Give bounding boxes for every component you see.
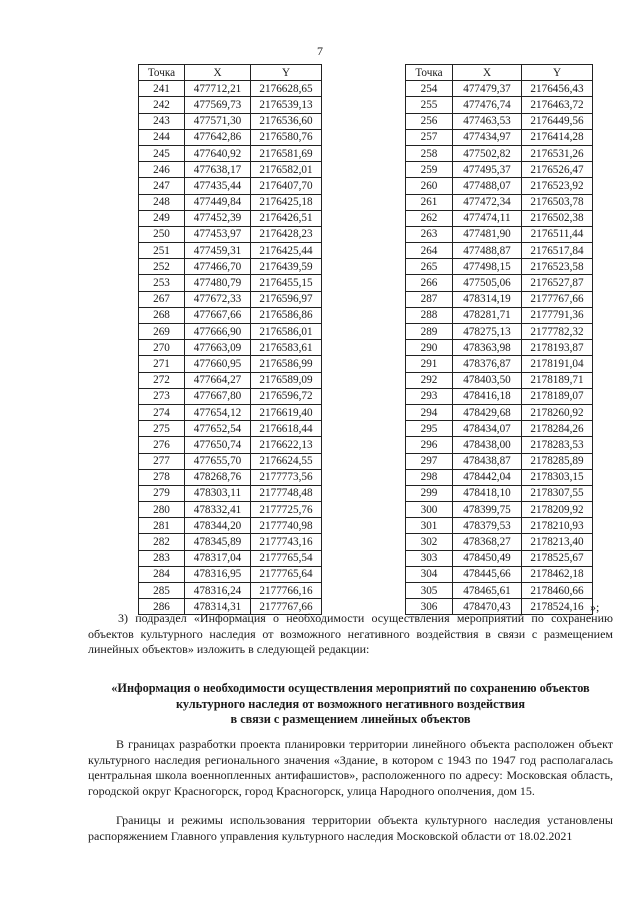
coordinates-table-right — [405, 64, 593, 615]
cell-point: 259 — [406, 162, 453, 178]
cell-y: 2178209,92 — [522, 502, 593, 518]
cell-point: 306 — [406, 599, 453, 615]
table-row — [139, 81, 322, 97]
cell-y: 2176502,38 — [522, 210, 593, 226]
cell-y: 2176439,59 — [251, 259, 322, 275]
cell-point: 293 — [406, 388, 453, 404]
cell-y: 2178460,66 — [522, 583, 593, 599]
cell-x: 477474,11 — [453, 210, 522, 226]
table-row — [406, 534, 593, 550]
cell-y: 2176628,65 — [251, 81, 322, 97]
cell-point: 246 — [139, 162, 185, 178]
cell-x: 478344,20 — [185, 518, 251, 534]
cell-point: 277 — [139, 453, 185, 469]
cell-y: 2178524,16 — [522, 599, 593, 615]
cell-x: 477712,21 — [185, 81, 251, 97]
cell-x: 477652,54 — [185, 421, 251, 437]
cell-point: 265 — [406, 259, 453, 275]
cell-point: 290 — [406, 340, 453, 356]
cell-y: 2178193,87 — [522, 340, 593, 356]
cell-y: 2177767,66 — [251, 599, 322, 615]
cell-x: 478303,11 — [185, 485, 251, 501]
cell-x: 478450,49 — [453, 550, 522, 566]
table-row — [406, 502, 593, 518]
cell-y: 2176526,47 — [522, 162, 593, 178]
cell-point: 253 — [139, 275, 185, 291]
cell-x: 477650,74 — [185, 437, 251, 453]
table-row — [406, 81, 593, 97]
table-row — [139, 404, 322, 420]
cell-point: 248 — [139, 194, 185, 210]
cell-y: 2177766,16 — [251, 583, 322, 599]
table-row — [406, 162, 593, 178]
cell-y: 2176583,61 — [251, 340, 322, 356]
cell-x: 477664,27 — [185, 372, 251, 388]
cell-x: 478470,43 — [453, 599, 522, 615]
cell-y: 2176539,13 — [251, 97, 322, 113]
table-body-left — [139, 81, 322, 615]
cell-y: 2176414,28 — [522, 129, 593, 145]
cell-point: 304 — [406, 566, 453, 582]
table-row — [406, 129, 593, 145]
table-row — [406, 145, 593, 161]
cell-y: 2177767,66 — [522, 291, 593, 307]
cell-point: 256 — [406, 113, 453, 129]
table-row — [406, 485, 593, 501]
cell-point: 285 — [139, 583, 185, 599]
table-row — [406, 340, 593, 356]
table-row — [406, 421, 593, 437]
cell-x: 478445,66 — [453, 566, 522, 582]
cell-y: 2176425,18 — [251, 194, 322, 210]
cell-y: 2178285,89 — [522, 453, 593, 469]
cell-y: 2176586,86 — [251, 307, 322, 323]
cell-y: 2177773,56 — [251, 469, 322, 485]
cell-point: 275 — [139, 421, 185, 437]
cell-y: 2176511,44 — [522, 226, 593, 242]
cell-point: 241 — [139, 81, 185, 97]
table-row — [406, 243, 593, 259]
cell-y: 2176624,55 — [251, 453, 322, 469]
cell-point: 268 — [139, 307, 185, 323]
table-row — [406, 566, 593, 582]
cell-point: 269 — [139, 324, 185, 340]
table-row — [139, 421, 322, 437]
cell-y: 2176455,15 — [251, 275, 322, 291]
cell-point: 274 — [139, 404, 185, 420]
table-row — [406, 307, 593, 323]
section-heading-line: в связи с размещением линейных объектов — [230, 712, 471, 726]
table-row — [139, 469, 322, 485]
section-heading — [78, 681, 623, 728]
cell-x: 477459,31 — [185, 243, 251, 259]
cell-x: 477453,97 — [185, 226, 251, 242]
cell-point: 294 — [406, 404, 453, 420]
cell-x: 478281,71 — [453, 307, 522, 323]
cell-point: 255 — [406, 97, 453, 113]
cell-y: 2176523,58 — [522, 259, 593, 275]
cell-y: 2176618,44 — [251, 421, 322, 437]
cell-point: 280 — [139, 502, 185, 518]
cell-x: 478368,27 — [453, 534, 522, 550]
cell-point: 287 — [406, 291, 453, 307]
body-paragraph-2: Границы и режимы использования территории объекта культурного наследия установлены распоряжением Главного управления культурного наследия Московской области от 18.02.2021 — [88, 813, 613, 843]
column-header-point: Точка — [406, 65, 453, 81]
cell-point: 298 — [406, 469, 453, 485]
cell-point: 302 — [406, 534, 453, 550]
cell-point: 260 — [406, 178, 453, 194]
cell-y: 2176463,72 — [522, 97, 593, 113]
table-row — [406, 404, 593, 420]
cell-point: 300 — [406, 502, 453, 518]
cell-point: 245 — [139, 145, 185, 161]
cell-x: 477666,90 — [185, 324, 251, 340]
table-header-row — [406, 65, 593, 81]
cell-point: 272 — [139, 372, 185, 388]
cell-x: 477569,73 — [185, 97, 251, 113]
cell-point: 266 — [406, 275, 453, 291]
cell-y: 2176596,72 — [251, 388, 322, 404]
table-row — [406, 275, 593, 291]
cell-y: 2177765,54 — [251, 550, 322, 566]
cell-point: 292 — [406, 372, 453, 388]
cell-x: 477505,06 — [453, 275, 522, 291]
cell-point: 276 — [139, 437, 185, 453]
cell-x: 477672,33 — [185, 291, 251, 307]
table-row — [139, 291, 322, 307]
table-row — [139, 210, 322, 226]
cell-x: 477488,87 — [453, 243, 522, 259]
column-header-x: X — [453, 65, 522, 81]
cell-x: 477502,82 — [453, 145, 522, 161]
table-row — [406, 550, 593, 566]
cell-point: 283 — [139, 550, 185, 566]
table-row — [139, 178, 322, 194]
table-row — [406, 97, 593, 113]
table-row — [139, 226, 322, 242]
cell-x: 477435,44 — [185, 178, 251, 194]
cell-y: 2176456,43 — [522, 81, 593, 97]
cell-x: 478314,31 — [185, 599, 251, 615]
cell-y: 2176580,76 — [251, 129, 322, 145]
column-header-y: Y — [251, 65, 322, 81]
table-row — [406, 194, 593, 210]
cell-point: 258 — [406, 145, 453, 161]
table-row — [406, 178, 593, 194]
cell-x: 477472,34 — [453, 194, 522, 210]
cell-x: 477481,90 — [453, 226, 522, 242]
cell-x: 477655,70 — [185, 453, 251, 469]
cell-y: 2176596,97 — [251, 291, 322, 307]
table-row — [139, 324, 322, 340]
cell-y: 2176622,13 — [251, 437, 322, 453]
cell-x: 478438,00 — [453, 437, 522, 453]
coordinates-table-left — [138, 64, 322, 615]
table-row — [139, 534, 322, 550]
cell-point: 262 — [406, 210, 453, 226]
cell-y: 2178307,55 — [522, 485, 593, 501]
cell-y: 2176619,40 — [251, 404, 322, 420]
cell-y: 2176523,92 — [522, 178, 593, 194]
table-row — [139, 518, 322, 534]
table-row — [139, 340, 322, 356]
cell-y: 2176407,70 — [251, 178, 322, 194]
cell-y: 2176536,60 — [251, 113, 322, 129]
cell-point: 291 — [406, 356, 453, 372]
table-row — [139, 583, 322, 599]
cell-x: 477434,97 — [453, 129, 522, 145]
table-row — [406, 226, 593, 242]
cell-x: 478438,87 — [453, 453, 522, 469]
cell-x: 478345,89 — [185, 534, 251, 550]
cell-y: 2176527,87 — [522, 275, 593, 291]
table-row — [139, 129, 322, 145]
cell-y: 2178189,07 — [522, 388, 593, 404]
cell-y: 2176449,56 — [522, 113, 593, 129]
cell-y: 2176586,99 — [251, 356, 322, 372]
table-row — [139, 194, 322, 210]
cell-point: 279 — [139, 485, 185, 501]
cell-x: 477654,12 — [185, 404, 251, 420]
cell-y: 2177748,48 — [251, 485, 322, 501]
cell-x: 477660,95 — [185, 356, 251, 372]
cell-point: 270 — [139, 340, 185, 356]
body-paragraph-1: В границах разработки проекта планировки территории линейного объекта расположен объект культурного наследия регионального значения «Здание, в котором с 1943 по 1947 год располагалась центральная школа военнопленных антифашистов», расположенного по адресу: Московская область, городской округ Красногорск, город Красногорск, улица Народного ополчения, дом 15. — [88, 737, 613, 798]
table-row — [139, 307, 322, 323]
cell-point: 278 — [139, 469, 185, 485]
cell-y: 2178284,26 — [522, 421, 593, 437]
cell-point: 261 — [406, 194, 453, 210]
table-row — [139, 453, 322, 469]
cell-point: 284 — [139, 566, 185, 582]
cell-point: 281 — [139, 518, 185, 534]
cell-y: 2177743,16 — [251, 534, 322, 550]
cell-x: 477495,37 — [453, 162, 522, 178]
cell-y: 2176503,78 — [522, 194, 593, 210]
cell-x: 477571,30 — [185, 113, 251, 129]
cell-x: 478317,04 — [185, 550, 251, 566]
table-row — [139, 388, 322, 404]
table-row — [139, 113, 322, 129]
table-row — [139, 145, 322, 161]
cell-point: 254 — [406, 81, 453, 97]
cell-x: 478403,50 — [453, 372, 522, 388]
cell-y: 2178210,93 — [522, 518, 593, 534]
cell-x: 478379,53 — [453, 518, 522, 534]
cell-y: 2176586,01 — [251, 324, 322, 340]
cell-x: 477480,79 — [185, 275, 251, 291]
cell-x: 478363,98 — [453, 340, 522, 356]
table-row — [406, 356, 593, 372]
cell-point: 263 — [406, 226, 453, 242]
cell-y: 2178213,40 — [522, 534, 593, 550]
table-row — [139, 566, 322, 582]
cell-point: 286 — [139, 599, 185, 615]
cell-x: 478332,41 — [185, 502, 251, 518]
cell-x: 478376,87 — [453, 356, 522, 372]
table-row — [139, 502, 322, 518]
column-header-y: Y — [522, 65, 593, 81]
cell-point: 243 — [139, 113, 185, 129]
table-row — [139, 372, 322, 388]
cell-x: 477452,39 — [185, 210, 251, 226]
cell-x: 478416,18 — [453, 388, 522, 404]
table-row — [406, 453, 593, 469]
section-heading-line: «Информация о необходимости осуществления мероприятий по сохранению объектов — [111, 681, 590, 695]
cell-point: 301 — [406, 518, 453, 534]
cell-y: 2176517,84 — [522, 243, 593, 259]
cell-y: 2177791,36 — [522, 307, 593, 323]
cell-x: 478316,95 — [185, 566, 251, 582]
cell-y: 2178525,67 — [522, 550, 593, 566]
cell-y: 2178283,53 — [522, 437, 593, 453]
table-row — [139, 275, 322, 291]
cell-x: 477663,09 — [185, 340, 251, 356]
table-row — [139, 97, 322, 113]
cell-x: 477488,07 — [453, 178, 522, 194]
cell-x: 477476,74 — [453, 97, 522, 113]
cell-y: 2176589,09 — [251, 372, 322, 388]
cell-x: 477466,70 — [185, 259, 251, 275]
cell-point: 288 — [406, 307, 453, 323]
cell-x: 478314,19 — [453, 291, 522, 307]
table-row — [139, 243, 322, 259]
cell-x: 477638,17 — [185, 162, 251, 178]
cell-point: 296 — [406, 437, 453, 453]
cell-point: 282 — [139, 534, 185, 550]
cell-point: 303 — [406, 550, 453, 566]
cell-y: 2178260,92 — [522, 404, 593, 420]
table-row — [406, 259, 593, 275]
cell-point: 252 — [139, 259, 185, 275]
cell-x: 477667,80 — [185, 388, 251, 404]
cell-x: 478434,07 — [453, 421, 522, 437]
table-body-right — [406, 81, 593, 615]
cell-y: 2176531,26 — [522, 145, 593, 161]
cell-point: 242 — [139, 97, 185, 113]
cell-point: 267 — [139, 291, 185, 307]
table-row — [406, 388, 593, 404]
cell-point: 251 — [139, 243, 185, 259]
cell-y: 2178303,15 — [522, 469, 593, 485]
cell-y: 2176425,44 — [251, 243, 322, 259]
table-header-row — [139, 65, 322, 81]
cell-x: 478268,76 — [185, 469, 251, 485]
cell-point: 244 — [139, 129, 185, 145]
cell-y: 2177765,64 — [251, 566, 322, 582]
cell-point: 295 — [406, 421, 453, 437]
cell-x: 477449,84 — [185, 194, 251, 210]
cell-y: 2176426,51 — [251, 210, 322, 226]
cell-point: 289 — [406, 324, 453, 340]
cell-y: 2177782,32 — [522, 324, 593, 340]
cell-x: 477640,92 — [185, 145, 251, 161]
cell-point: 271 — [139, 356, 185, 372]
table-row — [139, 356, 322, 372]
cell-point: 305 — [406, 583, 453, 599]
cell-point: 249 — [139, 210, 185, 226]
cell-point: 247 — [139, 178, 185, 194]
table-row — [139, 437, 322, 453]
cell-x: 478465,61 — [453, 583, 522, 599]
cell-x: 477642,86 — [185, 129, 251, 145]
cell-x: 478429,68 — [453, 404, 522, 420]
table-row — [139, 485, 322, 501]
cell-x: 478316,24 — [185, 583, 251, 599]
cell-x: 478399,75 — [453, 502, 522, 518]
column-header-point: Точка — [139, 65, 185, 81]
cell-point: 299 — [406, 485, 453, 501]
cell-x: 478418,10 — [453, 485, 522, 501]
table-row — [406, 518, 593, 534]
closing-quote: »; — [590, 600, 600, 614]
page-number: 7 — [317, 44, 323, 58]
table-row — [406, 113, 593, 129]
cell-y: 2178191,04 — [522, 356, 593, 372]
column-header-x: X — [185, 65, 251, 81]
cell-y: 2177725,76 — [251, 502, 322, 518]
cell-y: 2178462,18 — [522, 566, 593, 582]
cell-y: 2176581,69 — [251, 145, 322, 161]
table-row — [406, 469, 593, 485]
table-row — [406, 210, 593, 226]
table-row — [406, 583, 593, 599]
cell-point: 273 — [139, 388, 185, 404]
cell-x: 477479,37 — [453, 81, 522, 97]
cell-y: 2176582,01 — [251, 162, 322, 178]
cell-y: 2176428,23 — [251, 226, 322, 242]
table-row — [406, 324, 593, 340]
cell-y: 2178189,71 — [522, 372, 593, 388]
cell-x: 477498,15 — [453, 259, 522, 275]
table-row — [406, 372, 593, 388]
section-heading-line: культурного наследия от возможного негативного воздействия — [175, 696, 525, 711]
cell-x: 477463,53 — [453, 113, 522, 129]
cell-x: 478442,04 — [453, 469, 522, 485]
amendment-paragraph: 3) подраздел «Информация о необходимости осуществления мероприятий по сохранению объектов культурного наследия от возможного негативного воздействия в связи с размещением линейных объектов» изложить в следующей редакции: — [88, 611, 613, 656]
cell-y: 2177740,98 — [251, 518, 322, 534]
table-row — [139, 550, 322, 566]
cell-point: 257 — [406, 129, 453, 145]
cell-point: 250 — [139, 226, 185, 242]
table-row — [139, 259, 322, 275]
cell-x: 477667,66 — [185, 307, 251, 323]
cell-point: 264 — [406, 243, 453, 259]
table-row — [406, 291, 593, 307]
cell-point: 297 — [406, 453, 453, 469]
table-row — [406, 437, 593, 453]
table-row — [139, 162, 322, 178]
cell-x: 478275,13 — [453, 324, 522, 340]
